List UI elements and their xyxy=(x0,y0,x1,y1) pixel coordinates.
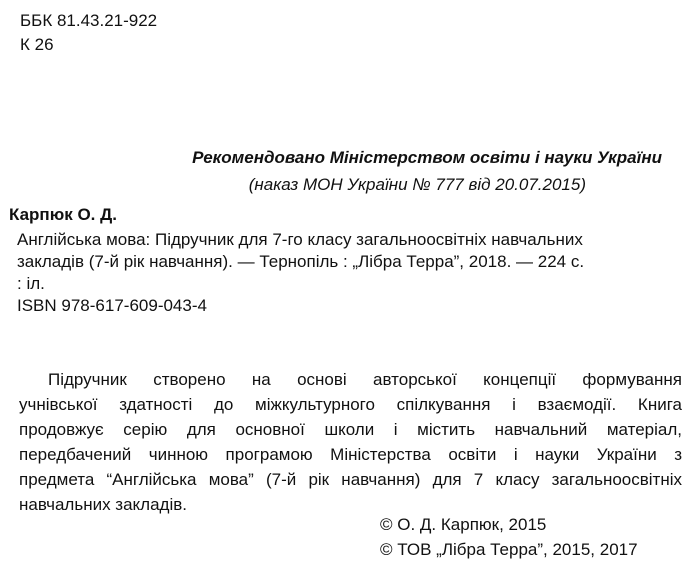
annotation-line: предмета “Англійська мова” (7-й рік навчання) для 7 класу загальноосвітніх xyxy=(19,470,682,489)
copyright-author: © О. Д. Карпюк, 2015 xyxy=(380,515,547,534)
annotation-line: передбачений чинною програмою Міністерства освіти і науки України з xyxy=(19,445,682,464)
bibliographic-author: Карпюк О. Д. xyxy=(9,205,117,224)
isbn: ISBN 978-617-609-043-4 xyxy=(17,296,207,315)
author-mark: К 26 xyxy=(20,35,54,54)
bbk-code: ББК 81.43.21-922 xyxy=(20,11,158,30)
bibliographic-line: : іл. xyxy=(17,274,45,293)
annotation-line: навчальних закладів. xyxy=(19,495,188,514)
bibliographic-line: закладів (7-й рік навчання). — Тернопіль : „Лібра Терра”, 2018. — 224 с. xyxy=(17,252,585,271)
ministry-order: (наказ МОН України № 777 від 20.07.2015) xyxy=(248,175,586,194)
annotation-line: продовжує серію для основної школи і містить навчальний матеріал, xyxy=(19,420,682,439)
copyright-publisher: © ТОВ „Лібра Терра”, 2015, 2017 xyxy=(380,540,638,559)
annotation-line: учнівської здатності до міжкультурного спілкування і взаємодії. Книга xyxy=(19,395,682,414)
annotation-paragraph xyxy=(19,367,682,517)
ministry-recommendation: Рекомендовано Міністерством освіти і науки України xyxy=(192,148,662,167)
annotation-line: Підручник створено на основі авторської концепції формування xyxy=(48,370,682,389)
bibliographic-line: Англійська мова: Підручник для 7-го класу загальноосвітніх навчальних xyxy=(17,230,583,249)
bibliographic-description xyxy=(17,229,584,317)
